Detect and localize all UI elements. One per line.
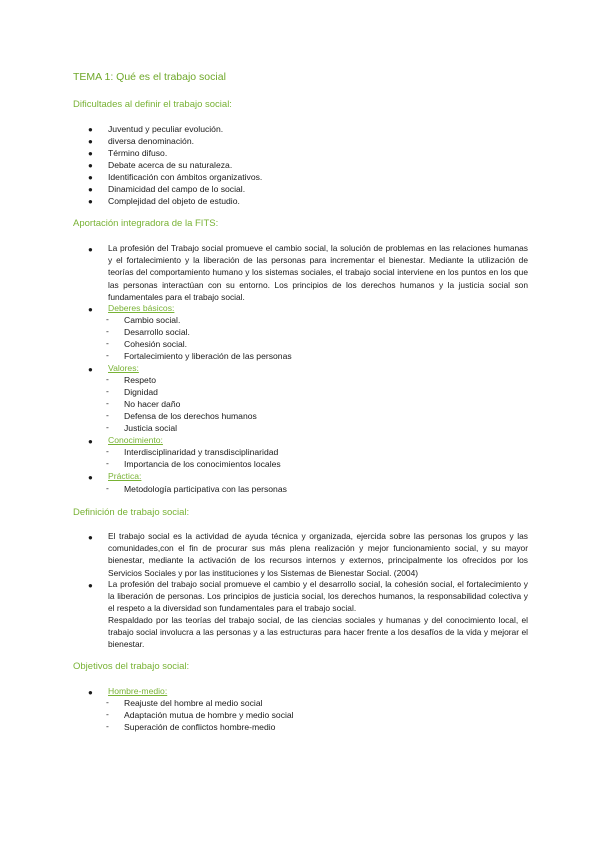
dash-icon: - bbox=[106, 709, 109, 719]
list-item: Defensa de los derechos humanos bbox=[124, 411, 257, 421]
list-item: Adaptación mutua de hombre y medio social bbox=[124, 710, 294, 720]
dash-icon: - bbox=[106, 374, 109, 384]
list-item: Dignidad bbox=[124, 387, 158, 397]
conocimiento-label: Conocimiento: bbox=[108, 435, 163, 445]
list-item: Reajuste del hombre al medio social bbox=[124, 698, 263, 708]
bullet-icon: ● bbox=[88, 149, 93, 158]
section-heading-dificultades: Dificultades al definir el trabajo social: bbox=[73, 99, 232, 110]
bullet-icon: ● bbox=[88, 161, 93, 170]
bullet-icon: ● bbox=[88, 173, 93, 182]
dash-icon: - bbox=[106, 398, 109, 408]
list-item: diversa denominación. bbox=[108, 136, 194, 146]
dash-icon: - bbox=[106, 386, 109, 396]
list-item: Dinamicidad del campo de lo social. bbox=[108, 184, 246, 194]
bullet-icon: ● bbox=[88, 581, 93, 590]
bullet-icon: ● bbox=[88, 365, 93, 374]
list-item: Término difuso. bbox=[108, 148, 168, 158]
definicion-paragraph-1: El trabajo social es la actividad de ayuda técnica y organizada, ejercida sobre las personas los grupos y las comunidades,con el fin de procurar sus más plena realización y mejor funcionamiento social, y su mayor bienestar, mediante la activación de los recursos internos y externos, principalmente los ofrecidos por los Servicios Sociales y por las instituciones y los Sistemas de Bienestar Social. (2004) bbox=[108, 531, 528, 578]
list-item: Juventud y peculiar evolución. bbox=[108, 124, 224, 134]
dash-icon: - bbox=[106, 697, 109, 707]
bullet-icon: ● bbox=[88, 197, 93, 206]
bullet-icon: ● bbox=[88, 473, 93, 482]
list-item: Identificación con ámbitos organizativos. bbox=[108, 172, 263, 182]
dash-icon: - bbox=[106, 458, 109, 468]
list-item: Debate acerca de su naturaleza. bbox=[108, 160, 233, 170]
list-item: Respeto bbox=[124, 375, 157, 385]
dash-icon: - bbox=[106, 338, 109, 348]
practica-label: Práctica: bbox=[108, 471, 142, 481]
dash-icon: - bbox=[106, 483, 109, 493]
fits-paragraph: La profesión del Trabajo social promueve el cambio social, la solución de problemas en las relaciones humanas y el fortalecimiento y la liberación de las personas para incrementar el bienestar. Mediante la utilización de teorías del comportamiento humano y los sistemas sociales, el trabajo social interviene en los puntos en los que las personas interactúan con su entorno. Los principios de los derechos humanos y la justicia social son fundamentales para el trabajo social. bbox=[108, 243, 528, 302]
list-item: Cambio social. bbox=[124, 315, 181, 325]
list-item: Desarrollo social. bbox=[124, 327, 190, 337]
section-heading-aportacion: Aportación integradora de la FITS: bbox=[73, 218, 219, 229]
bullet-icon: ● bbox=[88, 185, 93, 194]
list-item: Importancia de los conocimientos locales bbox=[124, 459, 281, 469]
list-item: Justicia social bbox=[124, 423, 178, 433]
bullet-icon: ● bbox=[88, 137, 93, 146]
bullet-icon: ● bbox=[88, 688, 93, 697]
dash-icon: - bbox=[106, 422, 109, 432]
section-heading-definicion: Definición de trabajo social: bbox=[73, 507, 190, 518]
dash-icon: - bbox=[106, 721, 109, 731]
dash-icon: - bbox=[106, 350, 109, 360]
hombre-medio-label: Hombre-medio: bbox=[108, 686, 168, 696]
list-item: Interdisciplinaridad y transdisciplinaridad bbox=[124, 447, 279, 457]
list-item: Fortalecimiento y liberación de las personas bbox=[124, 351, 292, 361]
list-item: Cohesión social. bbox=[124, 339, 188, 349]
deberes-label: Deberes básicos: bbox=[108, 303, 175, 313]
bullet-icon: ● bbox=[88, 245, 93, 254]
definicion-paragraph-3: Respaldado por las teorías del trabajo social, de las ciencias sociales y humanas y del conocimiento local, el trabajo social involucra a las personas y a las estructuras para hacer frente a los desafíos de la vida y mejorar el bienestar. bbox=[108, 615, 528, 650]
valores-label: Valores: bbox=[108, 363, 139, 373]
bullet-icon: ● bbox=[88, 437, 93, 446]
definicion-paragraph-2: La profesión del trabajo social promueve el cambio y el desarrollo social, la cohesión social, el fortalecimiento y la liberación de personas. Los principios de justicia social, los derechos humanos, la responsabilidad colectiva y el respeto a la diversidad son fundamentales para el trabajo social. bbox=[108, 579, 528, 614]
dash-icon: - bbox=[106, 446, 109, 456]
page-title: TEMA 1: Qué es el trabajo social bbox=[73, 71, 226, 83]
list-item: Metodología participativa con las personas bbox=[124, 484, 287, 494]
bullet-icon: ● bbox=[88, 305, 93, 314]
section-heading-objetivos: Objetivos del trabajo social: bbox=[73, 661, 190, 672]
list-item: Complejidad del objeto de estudio. bbox=[108, 196, 240, 206]
dash-icon: - bbox=[106, 314, 109, 324]
bullet-icon: ● bbox=[88, 125, 93, 134]
bullet-icon: ● bbox=[88, 533, 93, 542]
dash-icon: - bbox=[106, 410, 109, 420]
list-item: No hacer daño bbox=[124, 399, 181, 409]
dash-icon: - bbox=[106, 326, 109, 336]
list-item: Superación de conflictos hombre-medio bbox=[124, 722, 276, 732]
